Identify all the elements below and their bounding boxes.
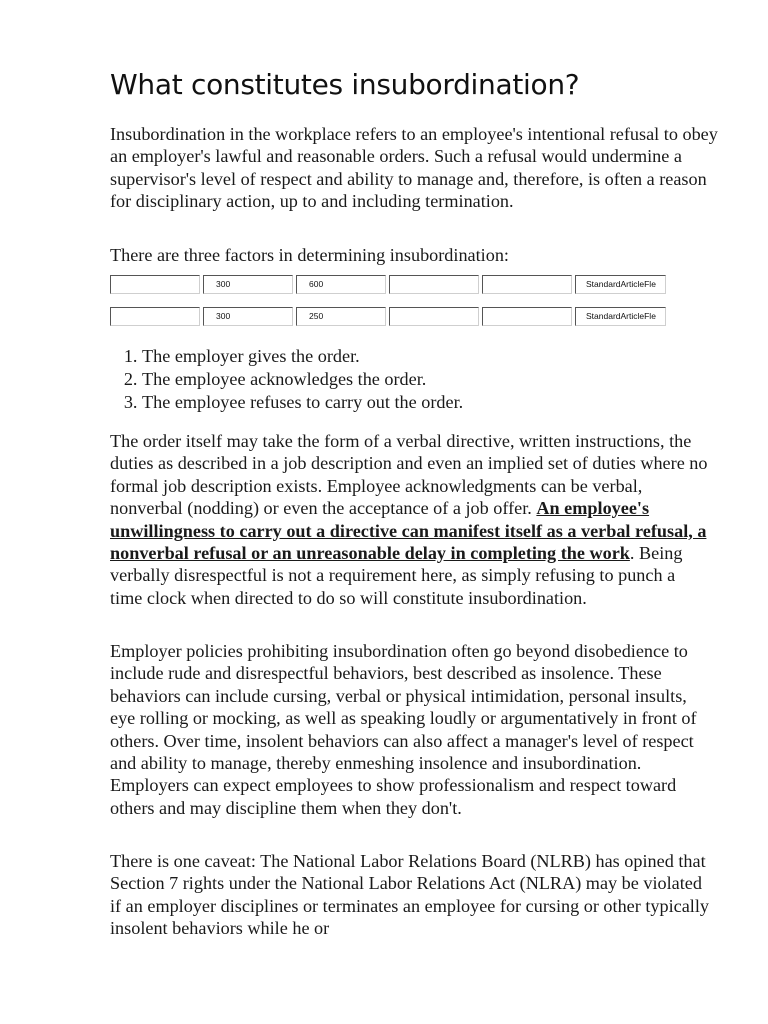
form-field[interactable]: 600 (296, 275, 386, 294)
page-title: What constitutes insubordination? (110, 68, 580, 101)
order-text-continued: . Being verbally disrespectful is not a requirement here, as simply refusing to punch a time clock when directed to do so will constitute insubordination. (110, 543, 683, 608)
form-field[interactable]: 300 (203, 307, 293, 326)
factors-list (110, 345, 463, 414)
form-field[interactable] (482, 307, 572, 326)
form-field[interactable]: StandardArticleFle (575, 307, 666, 326)
form-field[interactable] (482, 275, 572, 294)
factors-intro: There are three factors in determining insubordination: (110, 245, 509, 265)
form-field-row (110, 307, 666, 326)
form-field-row (110, 275, 666, 294)
emphasized-statement: An employee's unwillingness to carry out a directive can manifest itself as a verbal refusal, a nonverbal refusal or an unreasonable delay in completing the work (110, 498, 707, 564)
form-field[interactable]: StandardArticleFle (575, 275, 666, 294)
order-paragraph (110, 430, 710, 609)
list-item: 2. The employee acknowledges the order. (142, 368, 463, 391)
order-text: The order itself may take the form of a verbal directive, written instructions, the duties as described in a job description and even an implied set of duties where no formal job description exists. Employee acknowledgments can be verbal, nonverbal (nodding) or even the acceptance of a job offer. (110, 431, 708, 519)
form-field[interactable] (110, 307, 200, 326)
form-field[interactable] (389, 275, 479, 294)
list-item: 3. The employee refuses to carry out the order. (142, 391, 463, 414)
list-item: 1. The employer gives the order. (142, 345, 463, 368)
caveat-paragraph: There is one caveat: The National Labor Relations Board (NLRB) has opined that Section 7 rights under the National Labor Relations Act (NLRA) may be violated if an employer disciplines or terminates an employee for cursing or other typically insolent behaviors while he or (110, 851, 709, 939)
form-field[interactable]: 300 (203, 275, 293, 294)
form-field[interactable] (389, 307, 479, 326)
intro-paragraph: Insubordination in the workplace refers to an employee's intentional refusal to obey an employer's lawful and reasonable orders. Such a refusal would undermine a supervisor's level of respect and ability to manage and, therefore, is often a reason for disciplinary action, up to and including termination. (110, 124, 718, 212)
form-field[interactable]: 250 (296, 307, 386, 326)
form-field[interactable] (110, 275, 200, 294)
insolence-paragraph: Employer policies prohibiting insubordination often go beyond disobedience to include rude and disrespectful behaviors, best described as insolence. These behaviors can include cursing, verbal or physical intimidation, personal insults, eye rolling or mocking, as well as speaking loudly or argumentatively in front of others. Over time, insolent behaviors can also affect a manager's level of respect and ability to manage, thereby enmeshing insolence and insubordination. Employers can expect employees to show professionalism and respect toward others and may discipline them when they don't. (110, 641, 697, 818)
